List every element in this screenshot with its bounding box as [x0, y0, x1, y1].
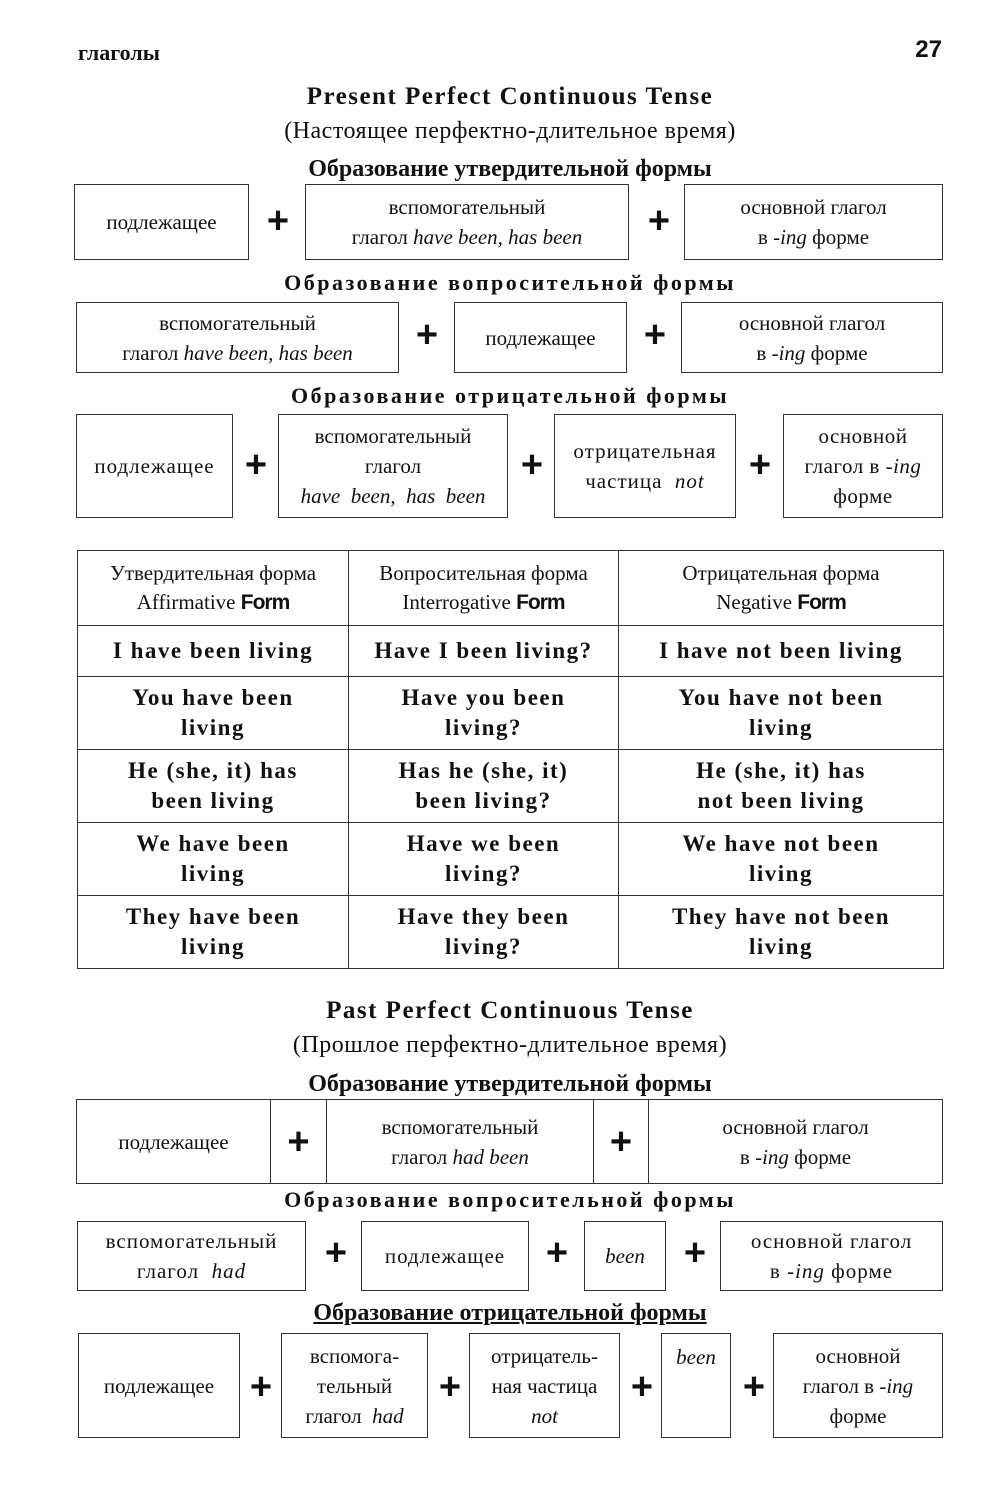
plus-sign: +: [748, 444, 772, 486]
plus-sign: +: [609, 1120, 633, 1163]
present-aff-main-verb-box: основной глагол в -ing форме: [684, 184, 943, 260]
present-q-heading: Образование вопросительной формы: [284, 270, 736, 295]
plus-sign: +: [683, 1232, 707, 1274]
header-interrogative: Вопросительная форма Interrogative Form: [349, 551, 619, 626]
past-q-heading: Образование вопросительной формы: [284, 1187, 736, 1212]
present-q-subject-box: подлежащее: [454, 302, 627, 373]
plus-sign: +: [324, 1232, 348, 1274]
table-cell: Have we been living?: [349, 823, 619, 896]
present-aff-aux-box: вспомогательный глагол have been, has been: [305, 184, 629, 260]
present-aff-heading: Образование утвердительной формы: [308, 156, 712, 182]
past-neg-particle-box: отрицатель- ная частица not: [469, 1333, 620, 1438]
header-affirmative: Утвердительная форма Affirmative Form: [78, 551, 349, 626]
plus-sign: +: [287, 1120, 310, 1163]
table-cell: We have not been living: [619, 823, 944, 896]
present-neg-aux-box: вспомогательный глагол have been, has been: [278, 414, 508, 518]
past-neg-heading: Образование отрицательной формы: [313, 1300, 707, 1326]
table-row: [78, 626, 944, 677]
present-subtitle: (Настоящее перфектно-длительное время): [284, 118, 736, 144]
table-cell: Has he (she, it) been living?: [349, 750, 619, 823]
present-q-main-verb-box: основной глагол в -ing форме: [681, 302, 943, 373]
conjugation-table: [77, 550, 944, 969]
past-aff-main-verb-box: основной глагол в -ing форме: [648, 1099, 943, 1184]
table-row: [78, 750, 944, 823]
past-neg-aux-box: вспомога- тельный глагол had: [281, 1333, 428, 1438]
table-cell: They have not been living: [619, 896, 944, 969]
header-negative: Отрицательная форма Negative Form: [619, 551, 944, 626]
present-neg-subject-box: подлежащее: [76, 414, 233, 518]
past-aff-plus-cell: [593, 1099, 649, 1184]
table-cell: I have been living: [78, 626, 349, 677]
past-title: Past Perfect Continuous Tense: [326, 997, 694, 1024]
table-header-row: [78, 551, 944, 626]
table-cell: They have been living: [78, 896, 349, 969]
table-row: [78, 823, 944, 896]
plus-sign: +: [249, 1366, 273, 1408]
plus-sign: +: [643, 314, 667, 356]
past-aff-subject-box: подлежащее: [76, 1099, 271, 1184]
past-aff-aux-box: вспомогательный глагол had been: [326, 1099, 594, 1184]
plus-sign: +: [438, 1366, 462, 1408]
past-q-main-verb-box: основной глагол в -ing форме: [720, 1221, 943, 1291]
table-row: [78, 677, 944, 750]
plus-sign: +: [545, 1232, 569, 1274]
page-number: 27: [915, 36, 942, 63]
past-neg-subject-box: подлежащее: [78, 1333, 240, 1438]
table-cell: Have I been living?: [349, 626, 619, 677]
table-cell: I have not been living: [619, 626, 944, 677]
table-cell: You have been living: [78, 677, 349, 750]
table-cell: We have been living: [78, 823, 349, 896]
plus-sign: +: [244, 444, 268, 486]
past-aff-heading: Образование утвердительной формы: [308, 1071, 712, 1097]
past-aff-plus-cell: [270, 1099, 327, 1184]
past-q-aux-box: вспомогательный глагол had: [77, 1221, 306, 1291]
past-subtitle: (Прошлое перфектно-длительное время): [292, 1032, 728, 1058]
present-aff-subject-box: подлежащее: [74, 184, 249, 260]
table-cell: Have you been living?: [349, 677, 619, 750]
present-neg-heading: Образование отрицательной формы: [291, 383, 729, 408]
plus-sign: +: [415, 314, 439, 356]
plus-sign: +: [742, 1366, 766, 1408]
table-cell: He (she, it) has not been living: [619, 750, 944, 823]
present-q-aux-box: вспомогательный глагол have been, has been: [76, 302, 399, 373]
table-row: [78, 896, 944, 969]
present-title: Present Perfect Continuous Tense: [306, 83, 714, 110]
table-cell: You have not been living: [619, 677, 944, 750]
running-header: глаголы: [78, 40, 160, 65]
plus-sign: +: [647, 200, 671, 242]
plus-sign: +: [630, 1366, 654, 1408]
table-cell: Have they been living?: [349, 896, 619, 969]
plus-sign: +: [266, 200, 290, 242]
plus-sign: +: [520, 444, 544, 486]
table-cell: He (she, it) has been living: [78, 750, 349, 823]
past-neg-been-box: been: [661, 1333, 731, 1438]
present-neg-particle-box: отрицательная частица not: [554, 414, 736, 518]
present-neg-main-verb-box: основной глагол в -ing форме: [783, 414, 943, 518]
past-q-subject-box: подлежащее: [361, 1221, 529, 1291]
past-neg-main-verb-box: основной глагол в -ing форме: [773, 1333, 943, 1438]
past-q-been-box: been: [584, 1221, 666, 1291]
